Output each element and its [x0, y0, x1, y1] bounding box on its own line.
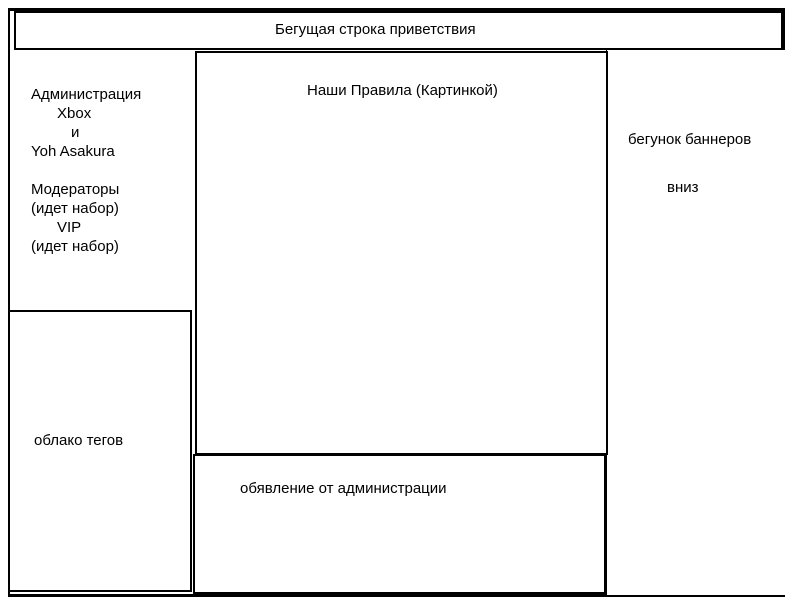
- moderators-status: (идет набор): [31, 200, 119, 217]
- announcement-panel: [193, 454, 606, 594]
- rules-label: Наши Правила (Картинкой): [307, 82, 498, 99]
- vip-status: (идет набор): [31, 238, 119, 255]
- vip-title: VIP: [57, 219, 82, 236]
- announcement-label: обявление от администрации: [240, 480, 447, 497]
- rules-panel: [195, 51, 608, 455]
- banner-direction-label: вниз: [667, 179, 699, 196]
- tag-cloud-label: облако тегов: [34, 432, 124, 449]
- admin-title: Администрация: [31, 86, 142, 103]
- admin-conjunction: и: [71, 124, 80, 141]
- admin-name-yoh: Yoh Asakura: [31, 143, 115, 160]
- ticker-label: Бегущая строка приветствия: [275, 21, 476, 38]
- banner-column: [606, 50, 785, 595]
- welcome-ticker: [14, 11, 783, 50]
- banner-label: бегунок баннеров: [628, 131, 752, 148]
- moderators-title: Модераторы: [31, 181, 120, 198]
- tag-cloud-panel: [8, 310, 192, 592]
- admin-name-xbox: Xbox: [57, 105, 92, 122]
